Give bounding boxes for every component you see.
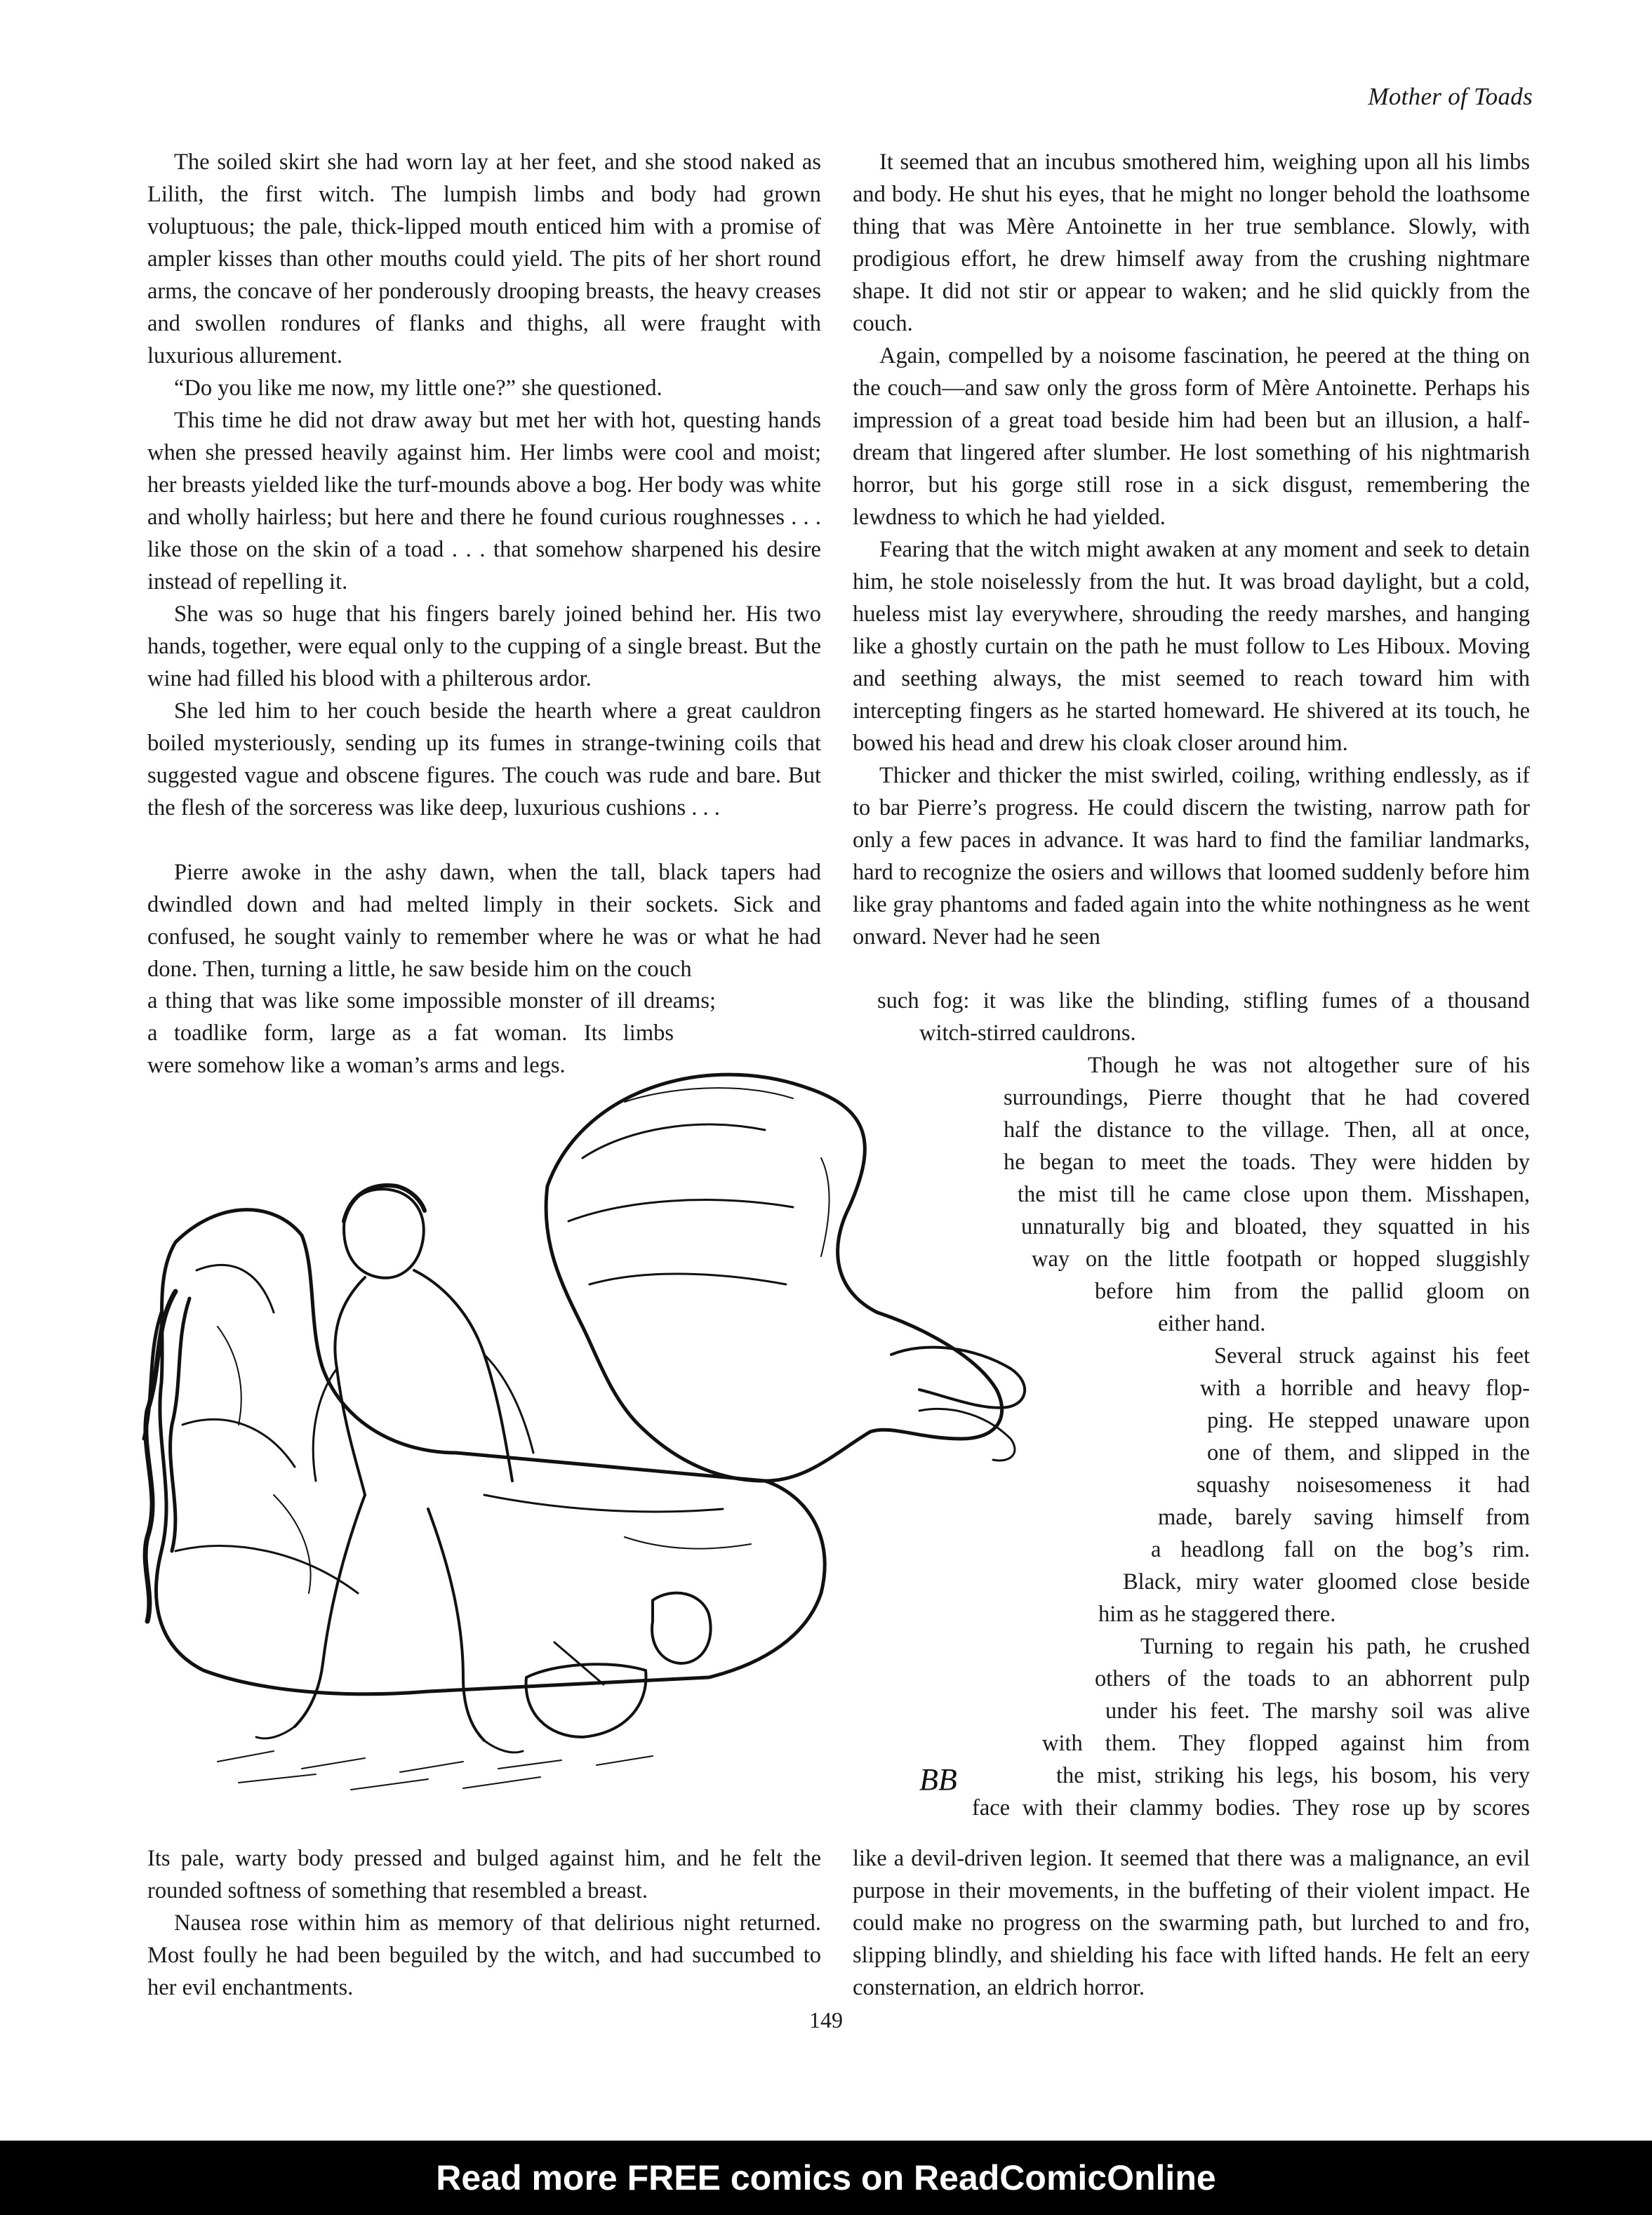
right-wrap-line: made, barely saving himself from [1158,1505,1530,1530]
paragraph: The soiled skirt she had worn lay at her feet, and she stood naked as Lilith, the first witch. The lumpish limbs and body had grown voluptuous; the pale, thick-lipped mouth enticed him with a promise of ampler kisses than other mouths could yield. The pits of her short round arms, the concave of her ponderously drooping breasts, the heavy creases and swollen rondures of flanks and thighs, all were fraught with luxurious allurement. [147,149,821,368]
right-wrap-line: under his feet. The marshy soil was alive [1105,1698,1530,1724]
youth-leg [295,1495,484,1741]
right-wrap-line: witch-stirred cauldrons. [919,1020,1136,1046]
right-wrap-line: before him from the pallid gloom on [1095,1279,1530,1304]
right-wrap-line: he began to meet the toads. They were hidden by [1004,1150,1530,1175]
right-wrap-line: others of the toads to an abhorrent pulp [1095,1666,1530,1691]
ink-illustration [133,1060,1074,1832]
right-wrap-line: either hand. [1158,1311,1266,1336]
bowl [526,1664,646,1737]
right-wrap-line: the mist, striking his legs, his bosom, his very [1056,1763,1530,1788]
youth-torso [335,1270,512,1495]
toad-foot [891,1348,1025,1408]
right-wrap-line: unnaturally big and bloated, they squatted in his [1021,1214,1530,1239]
right-column-top [853,146,1530,953]
left-column-bottom [147,1842,821,2004]
left-wrap-line: a toadlike form, large as a fat woman. Its limbs [147,1020,674,1046]
right-wrap-line: with a horrible and heavy flop- [1200,1376,1530,1401]
right-wrap-line: squashy noisesomeness it had [1197,1472,1530,1498]
paragraph: Its pale, warty body pressed and bulged against him, and he felt the rounded softness of something that resembled a breast. [147,1846,821,1903]
right-wrap-line: Black, miry water gloomed close beside [1123,1569,1530,1595]
right-wrap-line: face with their clammy bodies. They rose up by scores [972,1795,1530,1821]
right-wrap-line: a headlong fall on the bog’s rim. [1151,1537,1530,1562]
read-more-banner[interactable]: Read more FREE comics on ReadComicOnline [0,2141,1652,2215]
right-wrap-line: him as he staggered there. [1098,1602,1336,1627]
youth-head [344,1189,424,1278]
right-wrap-line: surroundings, Pierre thought that he had covered [1004,1085,1530,1110]
jug [652,1593,711,1663]
left-column-top [147,146,821,985]
paragraph: It seemed that an incubus smothered him, weighing upon all his limbs and body. He shut his eyes, that he might no longer behold the loathsome thing that was Mère Antoinette in her true semblance. Slowly, with prodigious effort, he drew himself away from the crushing nightmare shape. It did not stir or appear to waken; and he slid quickly from the couch. [853,149,1530,336]
right-wrap-line: with them. They flopped against him from [1042,1731,1530,1756]
right-wrap-line: such fog: it was like the blinding, stifling fumes of a thousand [877,988,1530,1013]
paragraph: Nausea rose within him as memory of that delirious night returned. Most foully he had been beguiled by the witch, and had succumbed to her evil enchantments. [147,1910,821,2000]
paragraph: Again, compelled by a noisome fascination, he peered at the thing on the couch—and saw only the gross form of Mère Antoinette. Perhaps his impression of a great toad beside him had been but an illusion, a half-dream that lingered after slumber. He lost something of his nightmarish horror, but his gorge still rose in a sick disgust, remembering the lewdness to which he had yielded. [853,343,1530,530]
illustrator-signature: BB [919,1762,957,1797]
right-wrap-line: ping. He stepped unaware upon [1207,1408,1530,1433]
paragraph: She was so huge that his fingers barely joined behind her. His two hands, together, were equal only to the cupping of a single breast. But the wine had filled his blood with a philterous ardor. [147,601,821,691]
paragraph: She led him to her couch beside the hearth where a great cauldron boiled mysteriously, sending up its fumes in strange-twining coils that suggested vague and obscene figures. The couch was rude and bare. But the flesh of the sorceress was like deep, luxurious cushions . . . [147,698,821,820]
paragraph: This time he did not draw away but met her with hot, questing hands when she pressed heavily against him. Her limbs were cool and moist; her breasts yielded like the turf-mounds above a bog. Her body was white and wholly hairless; but here and there he found curious roughnesses . . . like those on the skin of a toad . . . that somehow sharpened his desire instead of repelling it. [147,408,821,594]
paragraph: “Do you like me now, my little one?” she questioned. [174,375,662,401]
page-number: 149 [809,2007,843,2033]
right-wrap-line: half the distance to the village. Then, all at once, [1004,1117,1530,1143]
right-wrap-line: Turning to regain his path, he crushed [1140,1634,1530,1659]
running-head: Mother of Toads [1368,83,1533,110]
paragraph: like a devil-driven legion. It seemed that there was a malignance, an evil purpose in their movements, in the buffeting of their violent impact. He could make no progress on the swarming path, but lurched to and fro, slipping blindly, and shielding his face with lifted hands. He felt an eery consternation, an eldrich horror. [853,1846,1530,2000]
right-wrap-line: Though he was not altogether sure of his [1088,1053,1530,1078]
right-wrap-line: one of them, and slipped in the [1207,1440,1530,1465]
left-wrap-line: a thing that was like some impossible monster of ill dreams; [147,988,716,1013]
paragraph: Fearing that the witch might awaken at any moment and seek to detain him, he stole noiselessly from the hut. It was broad daylight, but a cold, hueless mist lay everywhere, shrouding the reedy marshes, and hanging like a ghostly curtain on the path he must follow to Les Hiboux. Moving and seething always, the mist seemed to reach toward him with intercepting fingers as he started homeward. He shivered at its touch, he bowed his head and drew his cloak closer around him. [853,537,1530,756]
right-wrap-line: the mist till he came close upon them. Misshapen, [1018,1182,1530,1207]
paragraph: Pierre awoke in the ashy dawn, when the tall, black tapers had dwindled down and had melted limply in their sockets. Sick and confused, he sought vainly to remember where he was or what he had done. Then, turning a little, he saw beside him on the couch [147,860,821,982]
left-wrap-line: were somehow like a woman’s arms and legs. [147,1053,566,1078]
paragraph: Thicker and thicker the mist swirled, coiling, writhing endlessly, as if to bar Pierre’s progress. He could discern the twisting, narrow path for only a few paces in advance. It was hard to find the familiar landmarks, hard to recognize the osiers and willows that loomed suddenly before him like gray phantoms and faded again into the white nothingness as he went onward. Never had he seen [853,763,1530,950]
right-wrap-line: Several struck against his feet [1214,1343,1530,1369]
right-wrap-line: way on the little footpath or hopped sluggishly [1032,1246,1530,1272]
right-column-bottom [853,1842,1530,2004]
